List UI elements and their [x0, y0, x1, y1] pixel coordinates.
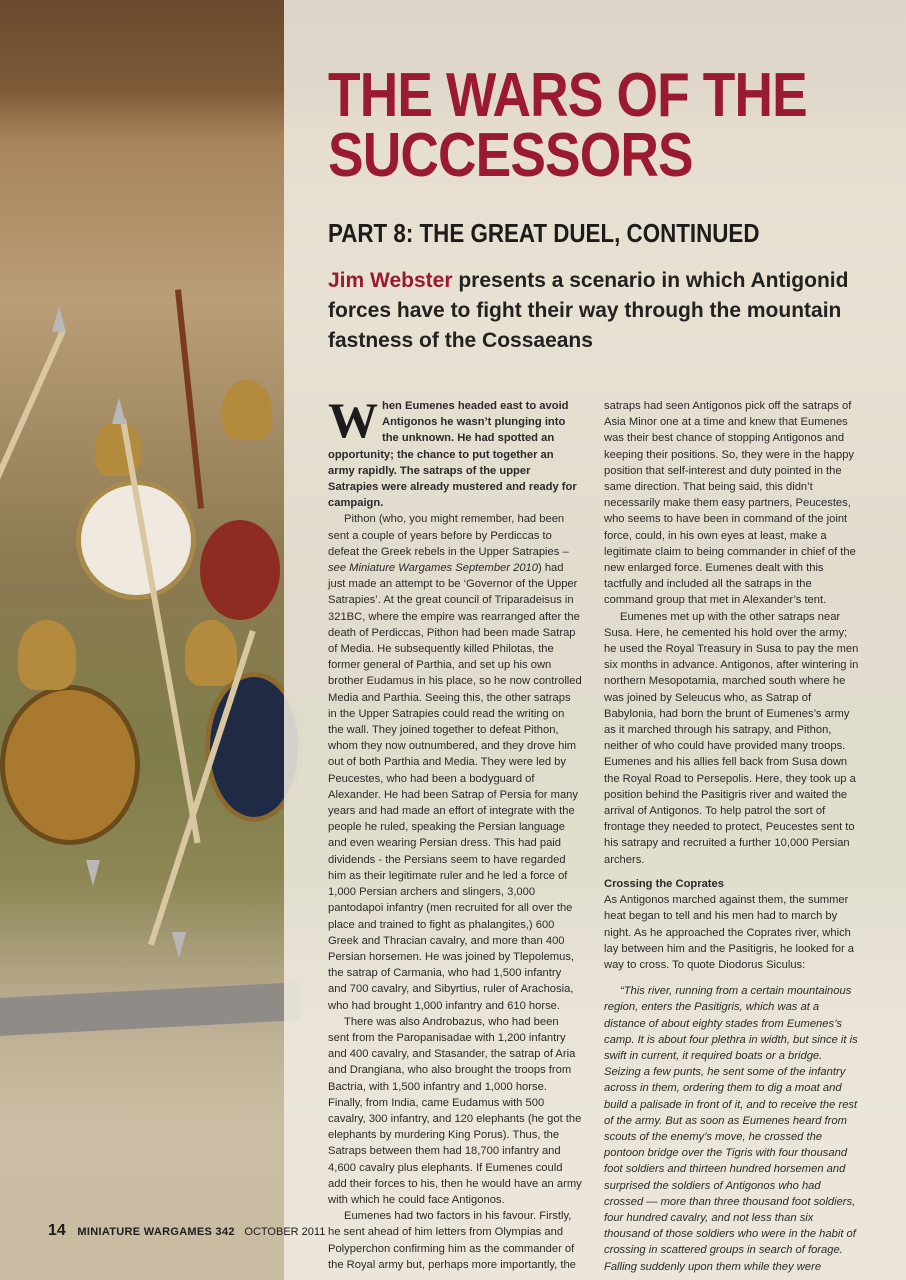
paragraph-text: ) had just made an attempt to be ‘Governor of the Upper Satrapies’. At the great council of Triparadeisus in 321BC, where the empire was rearranged after the death of Perdiccas, Pithon had been made Satrap of Media. He subsequently killed Philotas, the former general of Parthia, and set up his own brother Eudamus in his place, so he now controlled Media and Parthia. Seeing this, the other satraps in the Upper Satrapies could read the writing on the wall. They joined together to defeat Pithon, whom they now outnumbered, and they drove him out of both Parthia and Media. They were led by Peucestes, who had been a bodyguard of Alexander. He had been Satrap of Persia for many years and had made an effort of integrate with the people he ruled, speaking the Persian language and even wearing Persian dress. This had paid dividends - the Persians seem to have regarded him as their legitimate ruler and he led a force of 1,000 Persian archers and slingers, 3,000 pantodapoi infantry (men recruited for all over the place and trained to fight as phalangites,) 600 Greek and Thracian cavalry, and more than 400 Persian horsemen. He was joined by Tlepolemus, the satrap of Carmania, who had 1,500 infantry and 700 cavalry, and Sibyrtius, ruler of Arachosia, who had brought 1,000 infantry and 610 horse.	[328, 562, 582, 1012]
shield-red	[200, 520, 280, 620]
lead-text: hen Eumenes headed east to avoid Antigonos he wasn’t plunging into the unknown. He had spotted an opportunity; the chance to put together an army rapidly. The satraps of the upper Satrapies were already mustered and ready for campaign.	[328, 400, 577, 510]
title-line-1: THE WARS OF THE	[328, 61, 807, 130]
spear-1	[0, 330, 65, 570]
spear-tip-1	[52, 306, 66, 332]
shield-bronze-figure	[0, 685, 140, 845]
column-2	[604, 398, 862, 1275]
column-1	[328, 392, 582, 1273]
drop-cap: W	[328, 392, 378, 448]
paragraph: As Antigonos marched against them, the summer heat began to tell and his men had to march by night. As he approached the Coprates river, which lay between him and the Pasitigris, he looked for a way to cross. To quote Diodorus Siculus:	[604, 894, 854, 971]
article-subtitle: PART 8: THE GREAT DUEL, CONTINUED	[328, 218, 760, 248]
magazine-name: MINIATURE WARGAMES 342	[77, 1226, 235, 1238]
reference-italic: see Miniature Wargames September 2010	[328, 562, 538, 575]
spear-4	[175, 289, 204, 508]
paragraph: Eumenes met up with the other satraps near Susa. Here, he cemented his hold over the army; he used the Royal Treasury in Susa to pay the men six months in advance. Antigonos, after wintering in northern Mesopotamia, marched south where he was joined by Seleucus who, as Satrap of Babylonia, had born the brunt of Eumenes’s army as it marched through his satrapy, and Pithon, neither of who could have provided many troops. Eumenes and his allies fell back from Susa down the Royal Road to Persepolis. Here, they took up a position behind the Pasitigris river and waited the arrival of Antigonos. To help patrol the sort of frontage they needed to protect, Peucestes sent to his satrapy and recruited a further 10,000 Persian archers.	[604, 610, 859, 866]
spear-tip-3	[172, 932, 186, 958]
paragraph: Eumenes had two factors in his favour. Firstly, he sent ahead of him letters from Olympias and Polyperchon confirming him as the commander of the Royal army but, perhaps more importantly, the	[328, 1210, 576, 1271]
standfirst	[328, 266, 868, 356]
article-title	[328, 61, 810, 190]
spear-tip-4	[86, 860, 100, 886]
section-heading: Crossing the Coprates	[604, 877, 724, 890]
paragraph: satraps had seen Antigonos pick off the satraps of Asia Minor one at a time and knew that Eumenes was their best chance of stopping Antigonos and keeping their positions. So, they were in the happy position that self-interest and duty pointed in the same direction. That being said, this didn’t necessarily make them easy partners, Peucestes, who seems to have been in command of the joint force, could, in his own eyes at least, make a legitimate claim to being commander in chief of the new enlarged force. Eumenes dealt with this tactfully and included all the satraps in the command group that met in Alexander’s tent.	[604, 400, 856, 607]
standfirst-text: presents a scenario in which Antigonid forces have to fight their way through the mountain fastness of the Cossaeans	[328, 269, 849, 352]
helmet-3	[222, 380, 272, 440]
author-name: Jim Webster	[328, 269, 453, 292]
page-number: 14	[48, 1222, 66, 1239]
helmet-1	[18, 620, 76, 690]
lead-paragraph	[328, 392, 582, 511]
block-quote: “This river, running from a certain mountainous region, enters the Pasitigris, which was at a distance of about eighty stades from Eumenes’s camp. It is about four plethra in width, but since it is swift in current, it required boats or a bridge. Seizing a few punts, he sent some of the infantry across in them, ordering them to dig a moat and build a palisade in front of it, and to receive the rest of the army. But as soon as Eumenes heard from scouts of the enemy’s move, he crossed the pontoon bridge over the Tigris with four thousand foot soldiers and thirteen hundred horsemen and surprised the soldiers of Antigonos who had crossed — more than three thousand foot soldiers, four hundred cavalry, and not less than six thousand of those soldiers who were in the habit of crossing in scattered groups in search of forage. Falling suddenly upon them while they were	[604, 985, 858, 1273]
paragraph-text: Pithon (who, you might remember, had been sent a couple of years before by Perdiccas to defeat the Greek rebels in the Upper Satrapies –	[328, 513, 569, 558]
page-footer	[48, 1222, 326, 1240]
spear-tip-2	[112, 398, 126, 424]
paragraph: There was also Androbazus, who had been sent from the Paropanisadae with 1,200 infantry and 400 cavalry, and Stasander, the satrap of Aria and Drangiana, who also brought the troops from Bactria, with 1,500 infantry and 1,000 horse. Finally, from India, came Eudamus with 500 cavalry, 300 infantry, and 120 elephants (he got the elephants by murdering King Porus). Thus, the Satraps between them had 18,700 infantry and 4,600 cavalry plus elephants. If Eumenes could add their forces to his, then he would have an army with which he could face Antigonos.	[328, 1015, 582, 1206]
paragraph	[328, 511, 582, 1013]
base-mat	[0, 982, 300, 1036]
issue-date: OCTOBER 2011	[244, 1226, 326, 1238]
title-line-2: SUCCESSORS	[328, 121, 693, 190]
helmet-2	[185, 620, 237, 686]
